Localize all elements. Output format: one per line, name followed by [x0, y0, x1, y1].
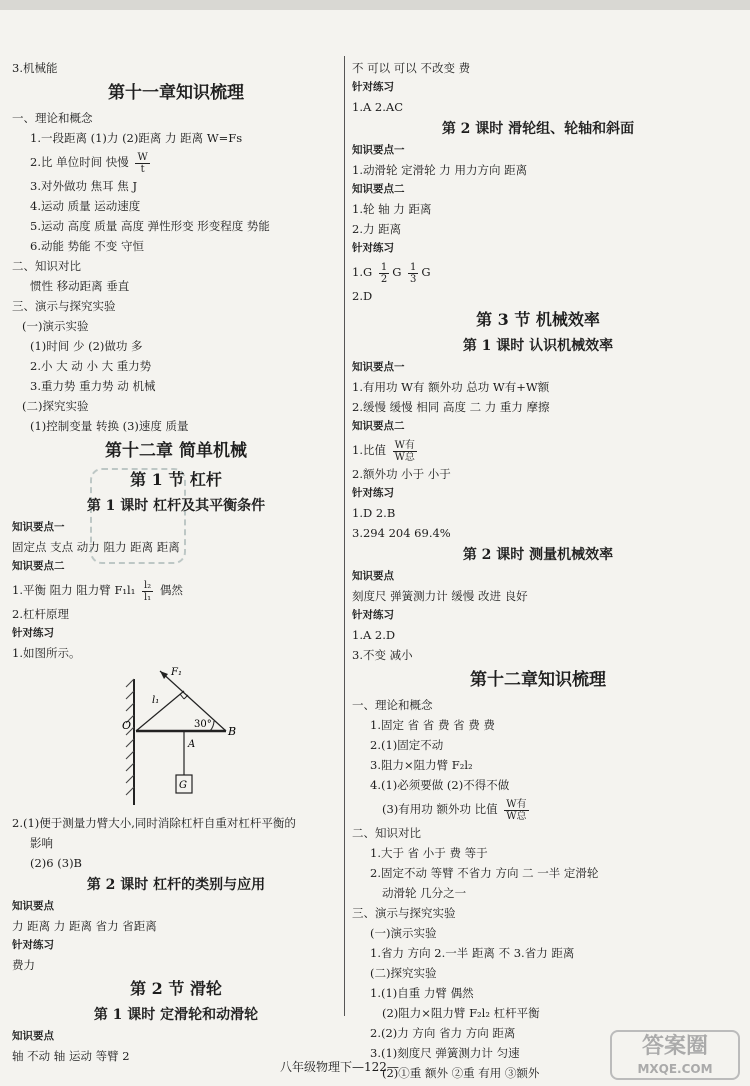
- lever-diagram: [122, 665, 242, 811]
- lever-figure: [12, 663, 340, 813]
- lesson-heading: 第 1 课时 杠杆及其平衡条件: [86, 498, 266, 514]
- text-line: 4.(1)必须要做 (2)不得不做: [370, 778, 510, 792]
- text-line: 固定点 支点 动力 阻力 距离 距离: [12, 540, 180, 554]
- right-column: [352, 58, 724, 1083]
- text-line: 2.杠杆原理: [12, 607, 69, 621]
- text-line: (1)控制变量 转换 (3)速度 质量: [30, 419, 189, 433]
- lesson-heading: 第 2 课时 滑轮组、轮轴和斜面: [441, 121, 635, 137]
- text-line: 1.比值 $\frac{\text{W有}}{\text{W总}}$: [352, 439, 415, 463]
- point-heading: 知识要点二: [12, 560, 65, 572]
- section-label: 一、理论和概念: [12, 111, 93, 125]
- text-line: 3.机械能: [12, 61, 58, 75]
- watermark-bottom: MXQE.COM: [637, 1062, 713, 1076]
- text-line: 不 可以 可以 不改变 费: [352, 61, 471, 75]
- label-g: G: [179, 780, 187, 791]
- section-heading: 第 1 节 杠杆: [130, 470, 222, 489]
- label-f1: F₁: [171, 667, 182, 678]
- text-line: 2.额外功 小于 小于: [352, 467, 451, 481]
- text-line: 2.(2)力 方向 省力 方向 距离: [370, 1026, 516, 1040]
- text-line: 动滑轮 几分之一: [382, 886, 467, 900]
- section-label: 二、知识对比: [12, 259, 81, 273]
- text-line: 4.运动 质量 运动速度: [30, 199, 141, 213]
- fraction: $\frac{1}{2}$: [380, 261, 388, 285]
- point-heading: 针对练习: [352, 609, 394, 621]
- text-line: 1.平衡 阻力 阻力臂 F₁l₁ $\frac{\text{l₂}}{\text{l₁}}$ 偶然: [12, 579, 183, 603]
- fraction: $\frac{W}{t}$: [137, 151, 148, 175]
- page-footer: 八年级物理下—122—: [280, 1060, 399, 1074]
- text-line: 1.有用功 W有 额外功 总功 W有+W额: [352, 380, 550, 394]
- lesson-heading: 第 2 课时 杠杆的类别与应用: [86, 877, 266, 893]
- text-line: 5.运动 高度 质量 高度 弹性形变 形变程度 势能: [30, 219, 270, 233]
- section-label: 一、理论和概念: [352, 698, 433, 712]
- point-heading: 知识要点二: [352, 183, 405, 195]
- point-heading: 针对练习: [352, 242, 394, 254]
- point-heading: 知识要点: [12, 1030, 54, 1042]
- text-line: 6.动能 势能 不变 守恒: [30, 239, 144, 253]
- left-column: [12, 58, 340, 1066]
- text-line: 1.一段距离 (1)力 (2)距离 力 距离 W=Fs: [30, 131, 243, 145]
- point-heading: 知识要点一: [352, 144, 405, 156]
- text-line: 3.294 204 69.4%: [352, 526, 451, 540]
- text-line: (一)演示实验: [22, 319, 89, 333]
- point-heading: 针对练习: [352, 81, 394, 93]
- lesson-heading: 第 1 课时 定滑轮和动滑轮: [93, 1007, 259, 1023]
- section-heading: 第 2 节 滑轮: [130, 979, 222, 998]
- section-label: 三、演示与探究实验: [12, 299, 116, 313]
- text-line: 2.D: [352, 289, 373, 303]
- text-line: 1.大于 省 小于 费 等于: [370, 846, 488, 860]
- label-b: B: [228, 725, 237, 738]
- text-line: 3.(1)刻度尺 弹簧测力计 匀速: [370, 1046, 520, 1060]
- text-line: 2.(1)便于测量力臂大小,同时消除杠杆自重对杠杆平衡的: [12, 816, 296, 830]
- text-line: (3)有用功 额外功 比值 $\frac{\text{W有}}{\text{W总}}$: [382, 798, 527, 822]
- text-line: 1.如图所示。: [12, 646, 81, 660]
- point-heading: 知识要点一: [12, 521, 65, 533]
- text-line: 3.对外做功 焦耳 焦 J: [30, 179, 138, 193]
- text-line: 1.D 2.B: [352, 506, 396, 520]
- chapter-heading: 第十一章知识梳理: [108, 83, 244, 103]
- text-line: (二)探究实验: [22, 399, 89, 413]
- text-line: 影响: [30, 836, 53, 850]
- text-line: 轴 不动 轴 运动 等臂 2: [12, 1049, 130, 1063]
- text-line: 1.G $\frac{1}{2}$ G $\frac{1}{3}$ G: [352, 261, 431, 285]
- text-line: 1.A 2.AC: [352, 100, 404, 114]
- text-line: 2.(1)固定不动: [370, 738, 444, 752]
- label-a: A: [188, 739, 196, 750]
- point-heading: 针对练习: [12, 627, 54, 639]
- text-line: 惯性 移动距离 垂直: [30, 279, 130, 293]
- text-line: 1.轮 轴 力 距离: [352, 202, 432, 216]
- lesson-heading: 第 2 课时 测量机械效率: [462, 547, 614, 563]
- text-line: 1.动滑轮 定滑轮 力 用力方向 距离: [352, 163, 528, 177]
- text-line: 2.小 大 动 小 大 重力势: [30, 359, 152, 373]
- text-line: 1.固定 省 省 费 省 费 费: [370, 718, 495, 732]
- text-line: (2)①重 额外 ②重 有用 ③额外: [382, 1066, 540, 1080]
- text-line: 费力: [12, 958, 35, 972]
- text-line: 3.重力势 重力势 动 机械: [30, 379, 156, 393]
- text-line: 2.比 单位时间 快慢 $\frac{W}{t}$: [30, 151, 148, 175]
- text-line: 1.省力 方向 2.一半 距离 不 3.省力 距离: [370, 946, 575, 960]
- chapter-heading: 第十二章知识梳理: [470, 670, 606, 690]
- text-line: 2.缓慢 缓慢 相同 高度 二 力 重力 摩擦: [352, 400, 550, 414]
- point-heading: 知识要点: [352, 570, 394, 582]
- section-label: 三、演示与探究实验: [352, 906, 456, 920]
- text-line: (二)探究实验: [370, 966, 437, 980]
- text-line: 3.不变 减小: [352, 648, 413, 662]
- fraction: $\frac{\text{W有}}{\text{W总}}$: [394, 439, 415, 463]
- point-heading: 知识要点一: [352, 361, 405, 373]
- scan-top-strip: [0, 0, 750, 10]
- text-line: 2.固定不动 等臂 不省力 方向 二 一半 定滑轮: [370, 866, 599, 880]
- text-line: 力 距离 力 距离 省力 省距离: [12, 919, 157, 933]
- watermark-top: 答案圈: [641, 1034, 708, 1059]
- text-line: (2)阻力×阻力臂 F₂l₂ 杠杆平衡: [382, 1006, 540, 1020]
- point-heading: 针对练习: [12, 939, 54, 951]
- text-line: (1)时间 少 (2)做功 多: [30, 339, 143, 353]
- section-heading: 第 3 节 机械效率: [476, 310, 600, 329]
- fraction: $\frac{\text{W有}}{\text{W总}}$: [506, 798, 527, 822]
- point-heading: 针对练习: [352, 487, 394, 499]
- text-line: 3.阻力×阻力臂 F₂l₂: [370, 758, 473, 772]
- label-angle: 30°: [194, 719, 212, 730]
- lesson-heading: 第 1 课时 认识机械效率: [462, 338, 614, 354]
- text-line: 2.力 距离: [352, 222, 402, 236]
- text-line: 刻度尺 弹簧测力计 缓慢 改进 良好: [352, 589, 528, 603]
- label-l1: l₁: [152, 695, 160, 706]
- text-line: 1.(1)自重 力臂 偶然: [370, 986, 474, 1000]
- point-heading: 知识要点二: [352, 420, 405, 432]
- label-o: O: [122, 719, 132, 732]
- text-line: (2)6 (3)B: [30, 856, 83, 870]
- watermark-logo: [610, 1030, 740, 1080]
- chapter-heading: 第十二章 简单机械: [105, 441, 247, 461]
- section-label: 二、知识对比: [352, 826, 421, 840]
- text-line: (一)演示实验: [370, 926, 437, 940]
- fraction: $\frac{1}{3}$: [410, 261, 417, 285]
- text-line: 1.A 2.D: [352, 628, 396, 642]
- column-divider: [344, 56, 345, 1016]
- point-heading: 知识要点: [12, 900, 54, 912]
- fraction: $\frac{\text{l₂}}{\text{l₁}}$: [143, 579, 152, 603]
